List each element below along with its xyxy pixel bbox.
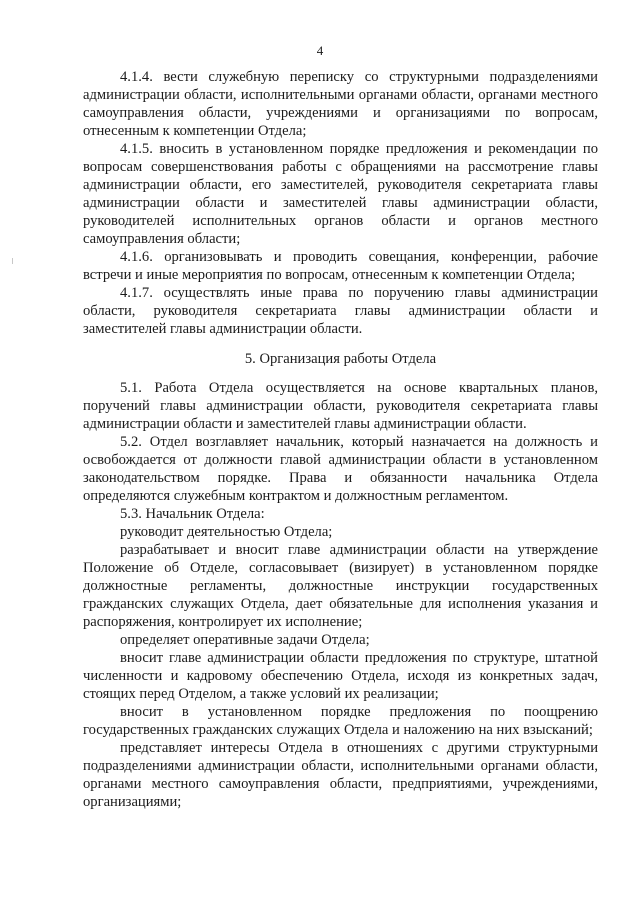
paragraph-4-1-5: 4.1.5. вносить в установленном порядке предложения и рекомендации по вопросам совершенствования работы с обращениями на рассмотрение главы администрации области, его заместителей, руководителя секретариата главы администрации области и заместителей главы администрации области, руководителей исполнительных органов области и органов местного самоуправления области;: [83, 141, 598, 247]
duty-item: определяет оперативные задачи Отдела;: [120, 632, 370, 648]
duty-item: руководит деятельностью Отдела;: [120, 524, 333, 540]
paragraph-5-1: 5.1. Работа Отдела осуществляется на основе квартальных планов, поручений главы администрации области, руководителя секретариата главы администрации области и заместителей главы администрации области.: [83, 380, 598, 432]
page-number: 4: [316, 43, 324, 58]
paragraph-4-1-6: 4.1.6. организовывать и проводить совещания, конференции, рабочие встречи и иные мероприятия по вопросам, отнесенным к компетенции Отдела;: [83, 249, 598, 283]
duty-item: представляет интересы Отдела в отношениях с другими структурными подразделениями администрации области, исполнительными органами области, органами местного самоуправления области, предприятиями, учреждениями, организациями;: [83, 740, 598, 810]
duty-item: вносит в установленном порядке предложения по поощрению государственных гражданских служащих Отдела и наложению на них взысканий;: [83, 704, 598, 738]
section-title: 5. Организация работы Отдела: [244, 351, 437, 367]
duty-item: вносит главе администрации области предложения по структуре, штатной численности и кадровому обеспечению Отдела, исходя из конкретных задач, стоящих перед Отделом, а также условий их реализации;: [83, 650, 598, 702]
margin-mark: [12, 258, 13, 264]
paragraph-5-2: 5.2. Отдел возглавляет начальник, который назначается на должность и освобождается от должности главой администрации области в установленном законодательством порядке. Права и обязанности начальника Отдела определяются служебным контрактом и должностным регламентом.: [83, 434, 598, 504]
duty-item: разрабатывает и вносит главе администрации области на утверждение Положение об Отделе, согласовывает (визирует) в установленном порядке должностные регламенты, должностные инструкции государственных гражданских служащих Отдела, дает обязательные для исполнения указания и распоряжения, контролирует их исполнение;: [83, 542, 598, 630]
paragraph-4-1-4: 4.1.4. вести служебную переписку со структурными подразделениями администрации области, исполнительными органами области, органами местного самоуправления области, учреждениями и организациями по вопросам, отнесенным к компетенции Отдела;: [83, 69, 598, 139]
paragraph-5-3: 5.3. Начальник Отдела:: [120, 506, 265, 522]
paragraph-4-1-7: 4.1.7. осуществлять иные права по поручению главы администрации области, руководителя секретариата главы администрации области и заместителей главы администрации области.: [83, 285, 598, 337]
document-body: [83, 68, 598, 811]
